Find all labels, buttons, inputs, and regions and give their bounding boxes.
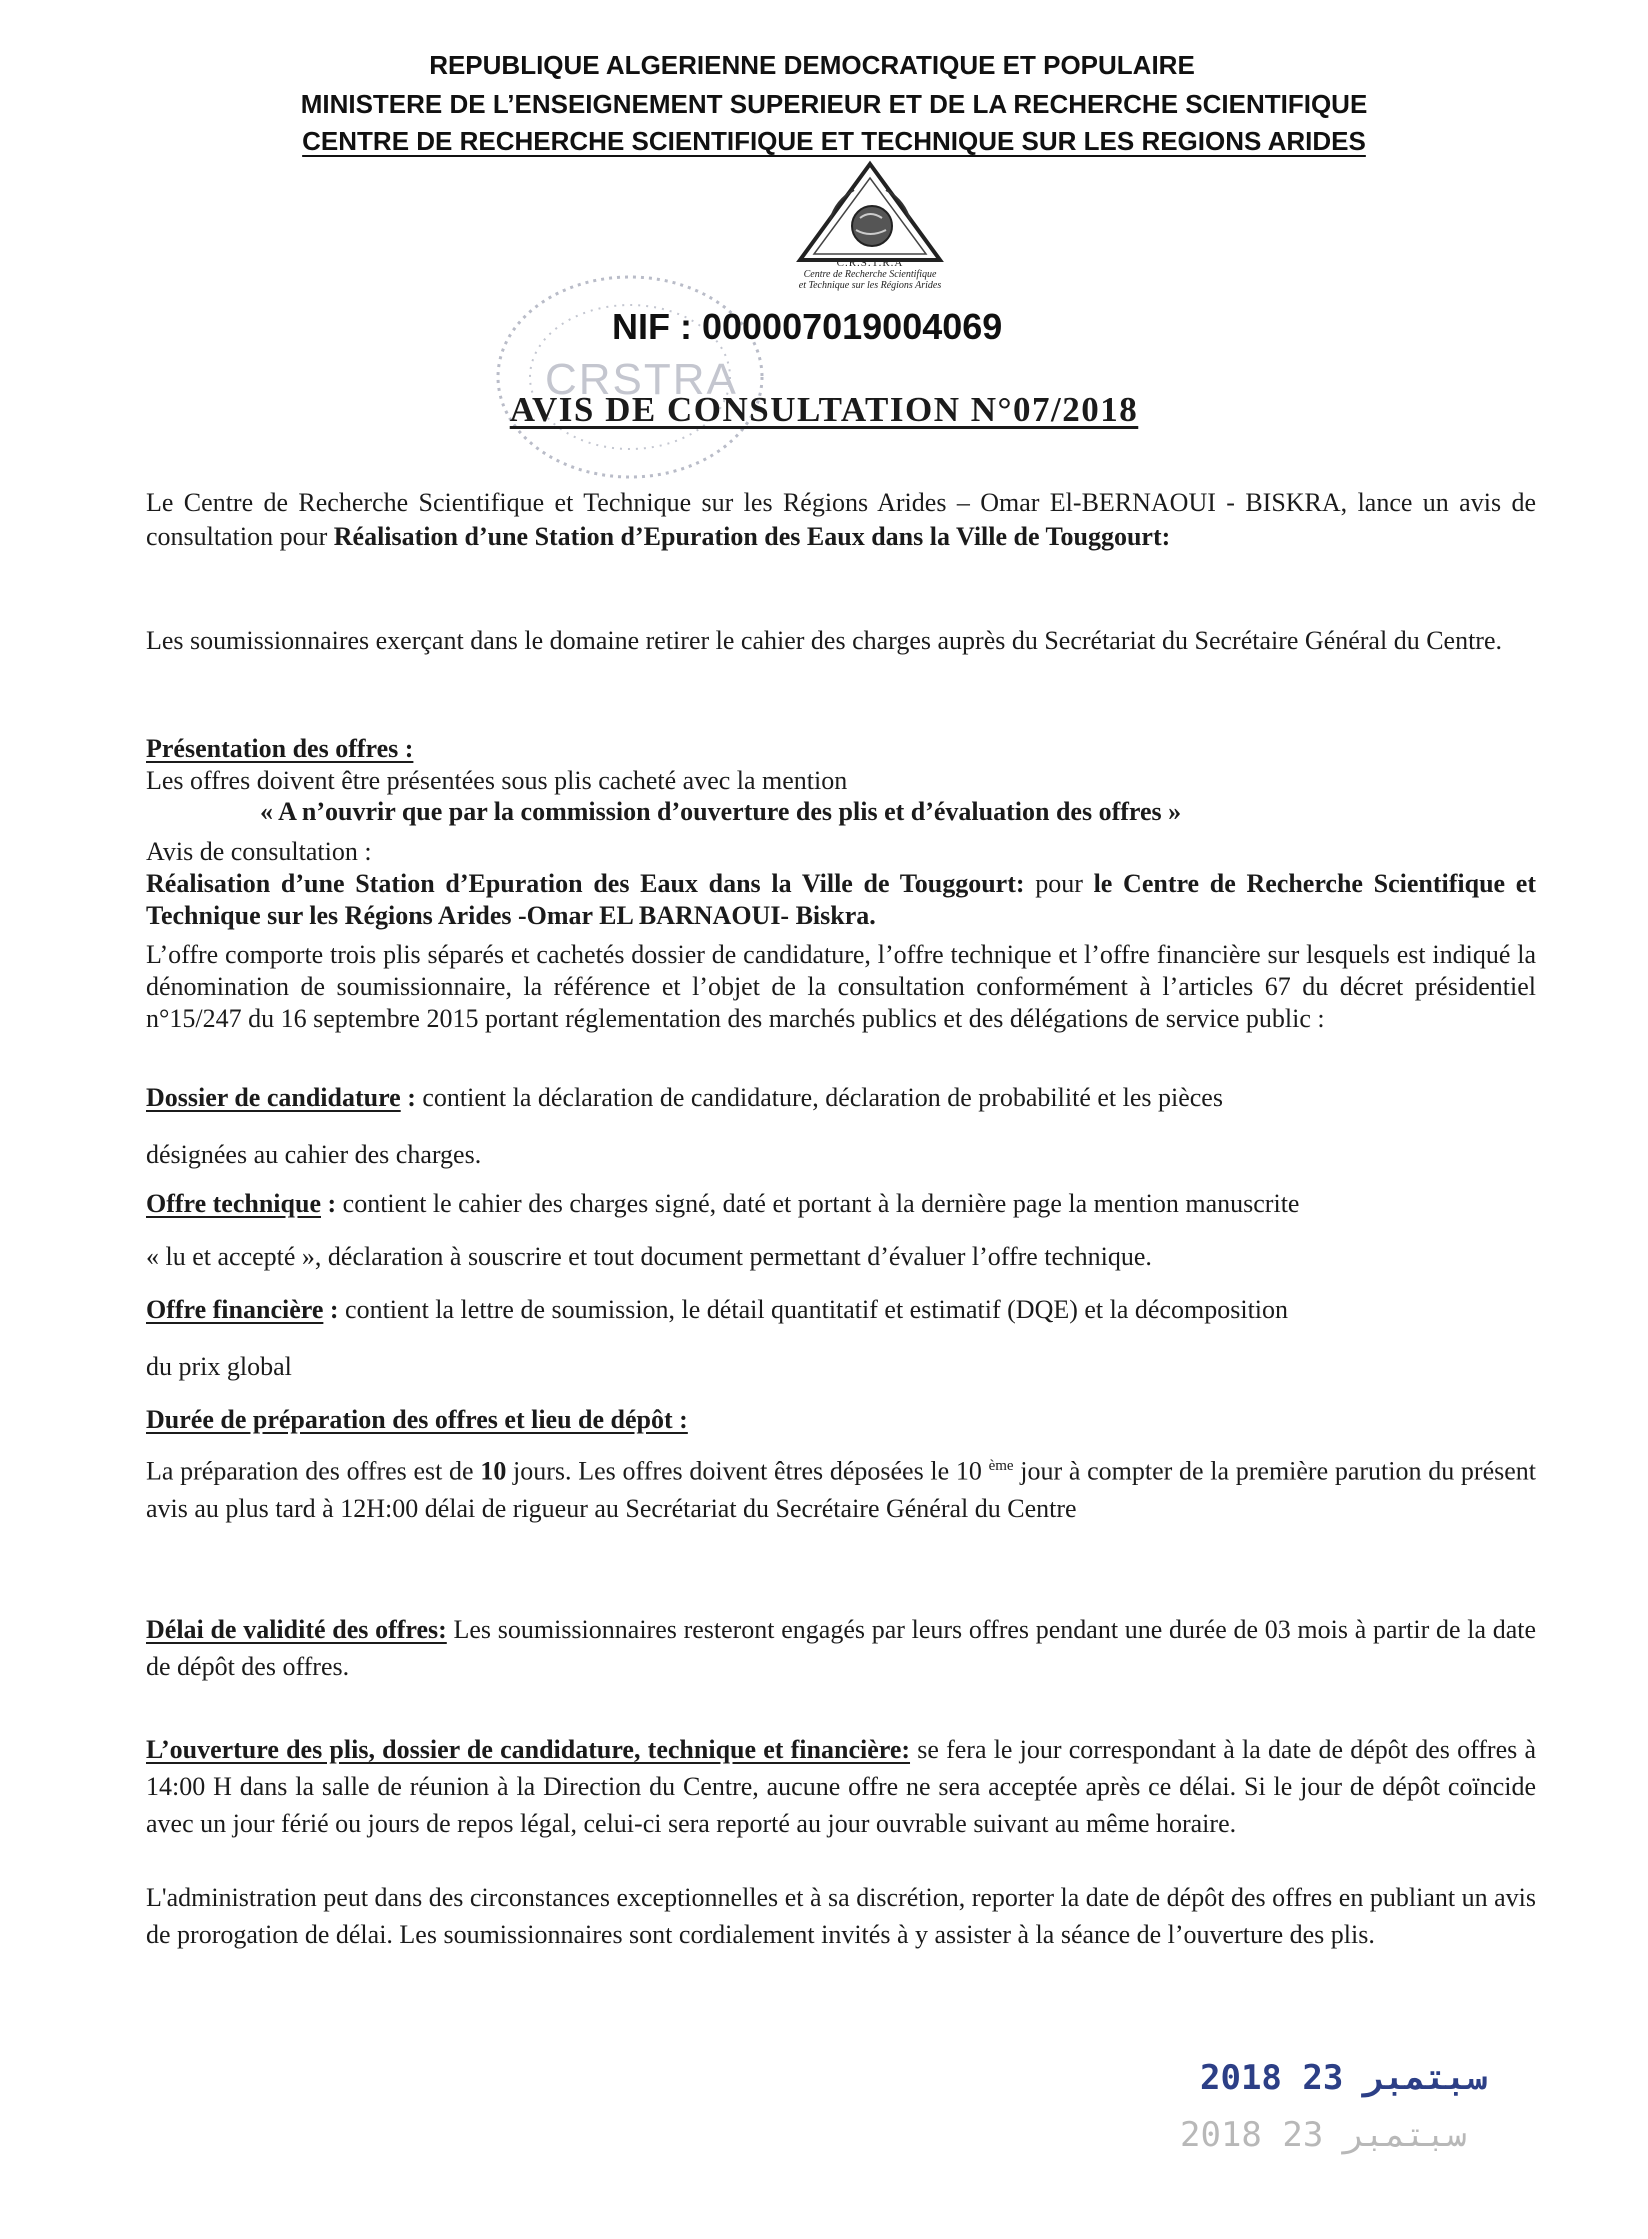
dossier-line-2: désignées au cahier des charges.: [146, 1140, 482, 1169]
presentation-section: Présentation des offres : Les offres doivent être présentées sous plis cacheté avec la mention: [146, 734, 848, 795]
administration-paragraph: L'administration peut dans des circonstances exceptionnelles et à sa discrétion, reporter la date de dépôt des offres en publiant un avis de prorogation de délai. Les soumissionnaires sont cordialement invités à y assister à la séance de l’ouverture des plis.: [146, 1883, 1536, 1949]
logo-caption: C.R.S.T.R.A Centre de Recherche Scientifique et Technique sur les Régions Arides: [798, 257, 942, 291]
ouverture-paragraph: L’ouverture des plis, dossier de candidature, technique et financière: se fera le jour correspondant à la date de dépôt des offres à 14:00 H dans la salle de réunion à la Direction du Centre, aucune offre ne sera acceptée après ce délai. Si le jour de dépôt coïncide avec un jour férié ou jours de repos légal, celui-ci sera reporté au jour ouvrable suivant au même horaire.: [146, 1735, 1536, 1838]
stamp-text: CRSTRA: [545, 355, 738, 404]
technique-line: Offre technique : contient le cahier des charges signé, daté et portant à la dernière page la mention manuscrite: [146, 1189, 1300, 1218]
duree-paragraph: La préparation des offres est de 10 jours. Les offres doivent êtres déposées le 10 $^{ème}$ jour à compter de la première parution du présent avis au plus tard à 12H:00 délai de rigueur au Secrétariat du Secrétaire Général du Centre: [146, 1456, 1536, 1523]
financiere-line-2: du prix global: [146, 1352, 292, 1381]
header-centre: CENTRE DE RECHERCHE SCIENTIFIQUE ET TECHNIQUE SUR LES REGIONS ARIDES: [302, 126, 1366, 156]
presentation-label: Présentation des offres :: [146, 734, 414, 763]
header-republic: REPUBLIQUE ALGERIENNE DEMOCRATIQUE ET POPULAIRE: [429, 50, 1195, 80]
financiere-line: Offre financière : contient la lettre de soumission, le détail quantitatif et estimatif (DQE) et la décomposition: [146, 1295, 1289, 1324]
date-stamp: 2018 سبتمبر 23: [1200, 2058, 1487, 2098]
document-title: AVIS DE CONSULTATION N°07/2018: [509, 390, 1139, 429]
avis-object: Réalisation d’une Station d’Epuration des Eaux dans la Ville de Touggourt: pour le Centre de Recherche Scientifique et Technique sur les Régions Arides -Omar EL BARNAOUI- Biskra.: [146, 869, 1536, 930]
date-stamp-faded: 2018 سبتمبر 23: [1180, 2115, 1467, 2155]
soumissionnaires-paragraph: Les soumissionnaires exerçant dans le domaine retirer le cahier des charges auprès du Secrétariat du Secrétaire Général du Centre.: [146, 626, 1502, 655]
header-ministry: MINISTERE DE L’ENSEIGNEMENT SUPERIEUR ET DE LA RECHERCHE SCIENTIFIQUE: [300, 89, 1368, 119]
nif-number: NIF : 000007019004069: [612, 306, 1003, 347]
round-stamp: [485, 262, 775, 492]
validite-paragraph: Délai de validité des offres: Les soumissionnaires resteront engagés par leurs offres pendant une durée de 03 mois à partir de la date de dépôt des offres.: [146, 1615, 1537, 1681]
plis-paragraph: L’offre comporte trois plis séparés et cachetés dossier de candidature, l’offre technique et l’offre financière sur lesquels est indiqué la dénomination de soumissionnaire, la référence et l’objet de la consultation conformément à l’articles 67 du décret présidentiel n°15/247 du 16 septembre 2015 portant réglementation des marchés publics et des délégations de service public :: [146, 940, 1536, 1033]
mention-line: « A n’ouvrir que par la commission d’ouverture des plis et d’évaluation des offres »: [260, 797, 1182, 826]
duree-label: Durée de préparation des offres et lieu de dépôt :: [146, 1405, 688, 1434]
intro-paragraph: Le Centre de Recherche Scientifique et Technique sur les Régions Arides – Omar El-BERNAOUI - BISKRA, lance un avis de consultation pour Réalisation d’une Station d’Epuration des Eaux dans la Ville de Touggourt:: [146, 488, 1536, 551]
avis-consultation-label: Avis de consultation :: [146, 837, 372, 866]
dossier-line: Dossier de candidature : contient la déclaration de candidature, déclaration de probabilité et les pièces: [146, 1083, 1223, 1112]
technique-line-2: « lu et accepté », déclaration à souscrire et tout document permettant d’évaluer l’offre technique.: [146, 1242, 1152, 1271]
